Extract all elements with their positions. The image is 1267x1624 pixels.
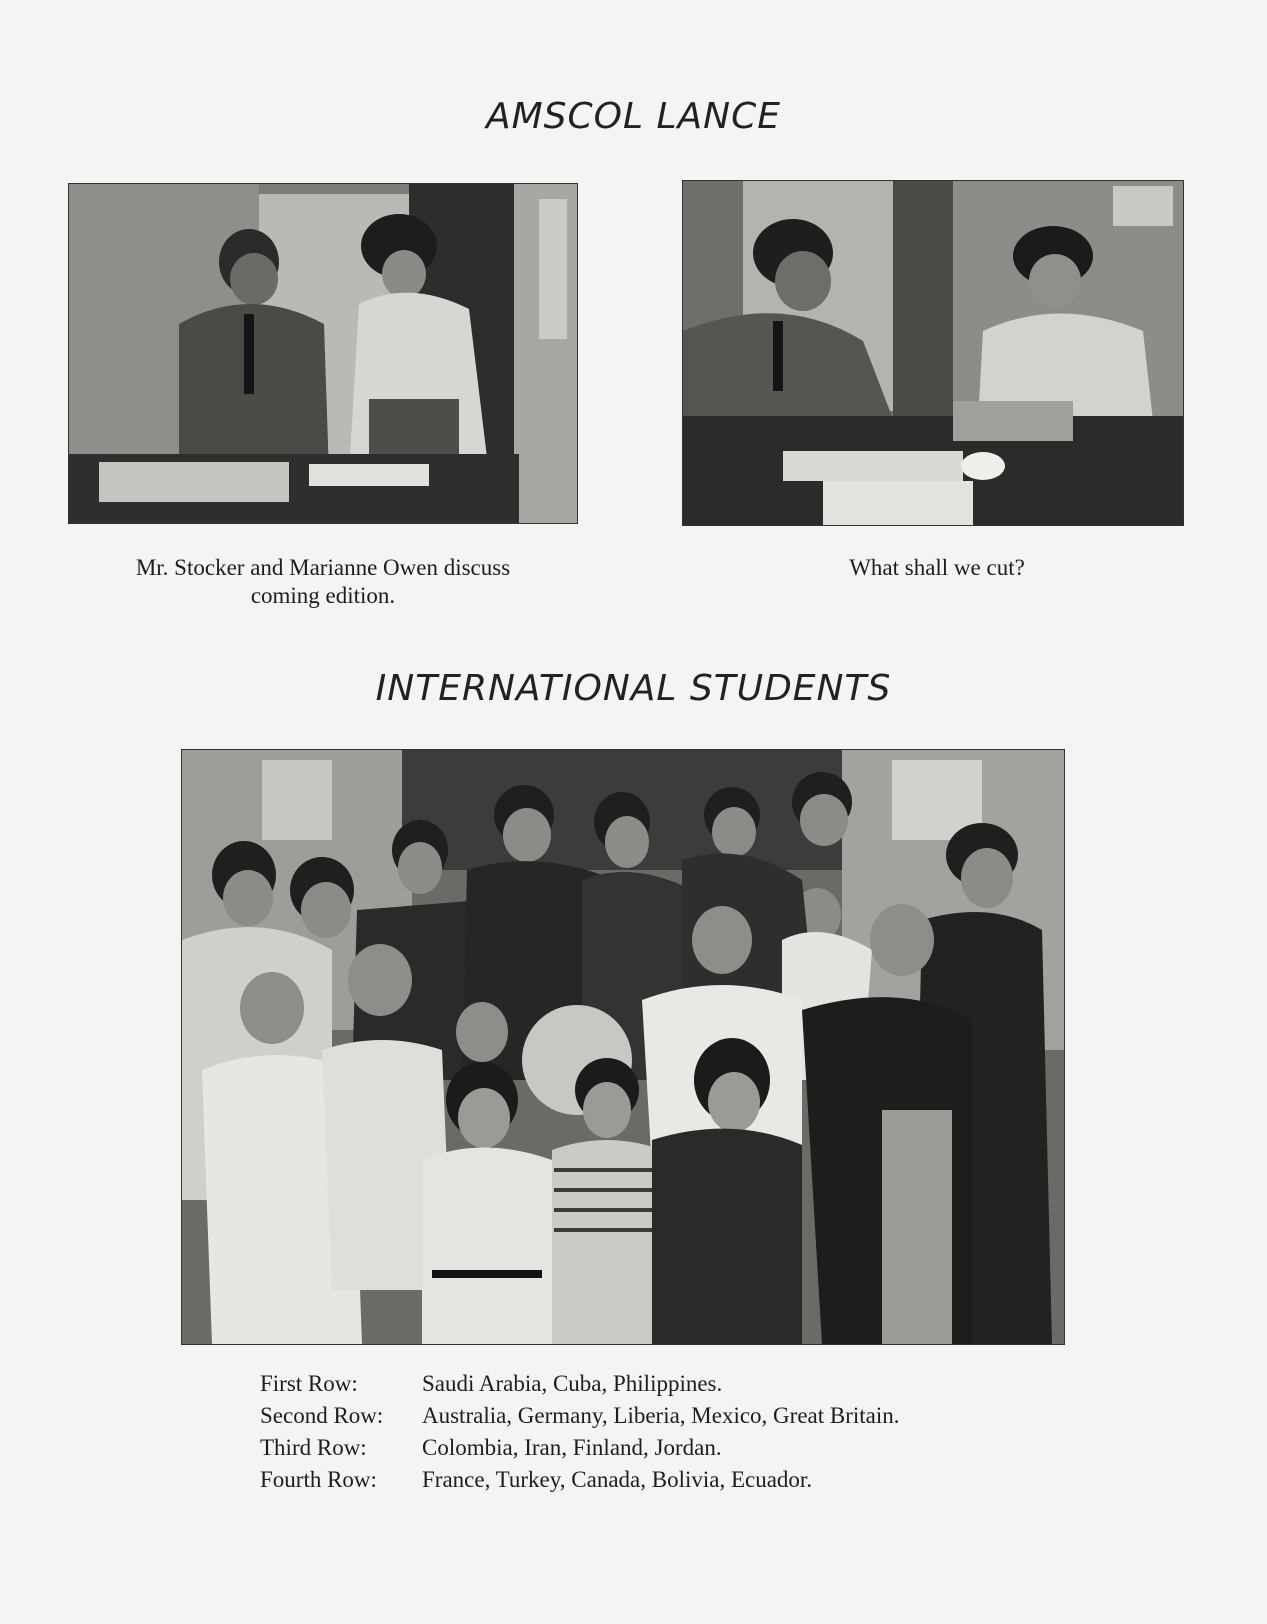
row-label: Fourth Row: (260, 1467, 377, 1492)
row-second (260, 1400, 900, 1432)
caption-what-shall-we-cut: What shall we cut? (849, 555, 1025, 580)
row-countries: Australia, Germany, Liberia, Mexico, Great Britain. (422, 1403, 900, 1428)
caption-line-2: coming edition. (250, 583, 396, 608)
row-countries: France, Turkey, Canada, Bolivia, Ecuador. (422, 1467, 813, 1492)
row-third (260, 1432, 900, 1464)
students-row-list (260, 1368, 900, 1496)
international-students-heading: INTERNATIONAL STUDENTS (375, 668, 892, 709)
row-fourth (260, 1464, 900, 1496)
photo-international-students (181, 749, 1065, 1345)
photo-what-shall-we-cut (682, 180, 1184, 526)
row-countries: Colombia, Iran, Finland, Jordan. (422, 1435, 722, 1460)
caption-line-1: Mr. Stocker and Marianne Owen discuss (135, 555, 511, 580)
row-first (260, 1368, 900, 1400)
row-label: First Row: (260, 1371, 358, 1396)
caption-stocker-owen (88, 554, 558, 610)
row-label: Second Row: (260, 1403, 384, 1428)
amscol-lance-heading: AMSCOL LANCE (485, 96, 781, 137)
row-countries: Saudi Arabia, Cuba, Philippines. (422, 1371, 723, 1396)
photo-stocker-owen (68, 183, 578, 524)
row-label: Third Row: (260, 1435, 367, 1460)
